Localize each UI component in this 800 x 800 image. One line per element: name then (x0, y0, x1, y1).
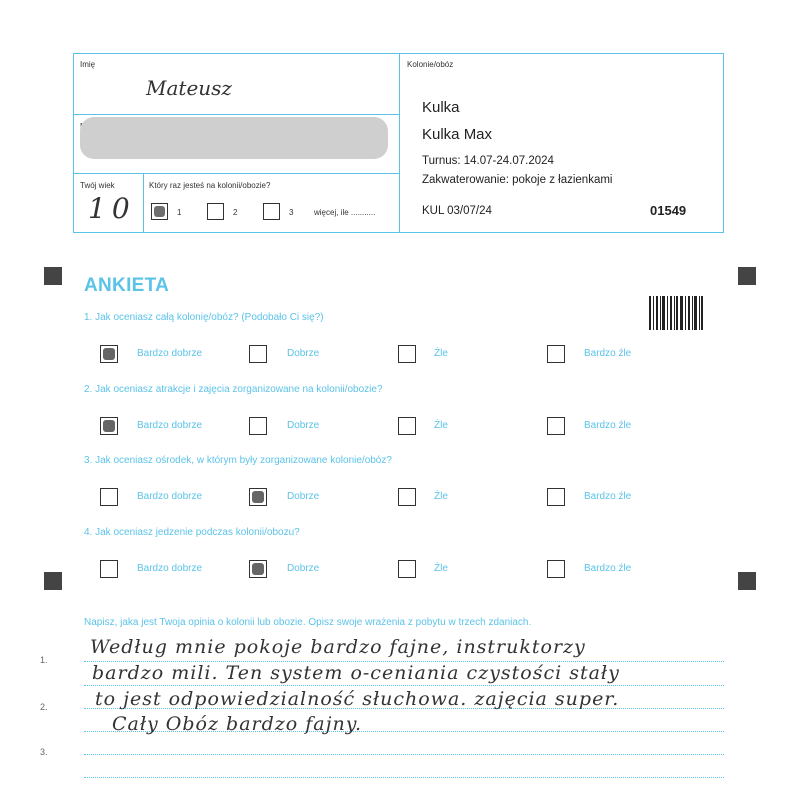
registration-marker-top-right (738, 267, 756, 285)
question-2-text: 2. Jak oceniasz atrakcje i zajęcia zorganizowane na kolonii/obozie? (84, 384, 383, 395)
question-1-option-4-label: Bardzo źle (584, 348, 632, 359)
registration-marker-mid-left (44, 572, 62, 590)
camp-code: KUL 03/07/24 (422, 205, 492, 217)
question-3-text: 3. Jak oceniasz ośrodek, w którym były zorganizowane kolonie/obóz? (84, 455, 392, 466)
header-divider-age-vertical (143, 173, 144, 232)
handwritten-line-2: bardzo mili. Ten system o-ceniania czystości stały (92, 662, 620, 684)
question-3-option-3-label: Źle (434, 491, 448, 502)
question-4-option-4-checkbox[interactable] (547, 560, 565, 578)
question-3-option-3-checkbox[interactable] (398, 488, 416, 506)
visit-option-1-checkbox (151, 203, 168, 220)
question-3-option-2-label: Dobrze (287, 491, 320, 502)
opinion-prompt: Napisz, jaka jest Twoja opinia o kolonii lub obozie. Opisz swoje wrażenia z pobytu w trzech zdaniach. (84, 617, 532, 628)
camp-name: Kulka (422, 99, 460, 116)
handwritten-line-4: Cały Obóz bardzo fajny. (112, 713, 362, 735)
registration-marker-mid-right (738, 572, 756, 590)
header-divider-vertical (399, 54, 400, 232)
form-number: 01549 (650, 203, 687, 218)
question-2-option-2-checkbox[interactable] (249, 417, 267, 435)
imie-label: Imię (80, 60, 96, 69)
question-1-option-2-label: Dobrze (287, 348, 320, 359)
handwritten-line-3: to jest odpowiedzialność słuchowa. zajęcia super. (95, 688, 620, 710)
question-4-option-1-label: Bardzo dobrze (137, 563, 203, 574)
barcode-icon (649, 296, 703, 330)
question-2-option-1-label: Bardzo dobrze (137, 420, 203, 431)
camp-sub: Kulka Max (422, 126, 493, 143)
question-2-option-3-label: Źle (434, 420, 448, 431)
question-2-option-4-checkbox[interactable] (547, 417, 565, 435)
visit-option-2-label: 2 (233, 208, 238, 217)
ktory-raz-label: Który raz jesteś na kolonii/obozie? (149, 181, 271, 190)
survey-title: ANKIETA (84, 275, 170, 296)
question-1-option-3-label: Źle (434, 348, 448, 359)
imie-value: Mateusz (146, 76, 232, 100)
wiek-label: Twój wiek (80, 181, 115, 190)
header-divider-name (74, 114, 399, 115)
question-4-option-2-label: Dobrze (287, 563, 320, 574)
visit-option-1-label: 1 (177, 208, 182, 217)
visit-option-3-checkbox (263, 203, 280, 220)
question-1-option-3-checkbox[interactable] (398, 345, 416, 363)
question-4-option-3-checkbox[interactable] (398, 560, 416, 578)
line-number-3: 3. (40, 747, 48, 757)
question-1-option-2-checkbox[interactable] (249, 345, 267, 363)
answer-line-1b (84, 685, 724, 686)
question-4-option-2-checkbox[interactable] (249, 560, 267, 578)
header-divider-age (74, 173, 399, 174)
question-1-option-1-label: Bardzo dobrze (137, 348, 203, 359)
zakwaterowanie: Zakwaterowanie: pokoje z łazienkami (422, 174, 613, 186)
visit-option-2-checkbox (207, 203, 224, 220)
answer-line-3 (84, 754, 724, 755)
handwritten-line-1: Według mnie pokoje bardzo fajne, instruktorzy (90, 636, 586, 658)
answer-line-3b (84, 777, 724, 778)
turnus: Turnus: 14.07-24.07.2024 (422, 155, 554, 167)
question-4-text: 4. Jak oceniasz jedzenie podczas kolonii/obozu? (84, 527, 300, 538)
registration-marker-top-left (44, 267, 62, 285)
question-2-option-4-label: Bardzo źle (584, 420, 632, 431)
wiecej-label: więcej, ile ........... (314, 208, 376, 217)
question-3-option-2-checkbox[interactable] (249, 488, 267, 506)
question-1-option-4-checkbox[interactable] (547, 345, 565, 363)
question-1-text: 1. Jak oceniasz całą kolonię/obóz? (Podobało Ci się?) (84, 312, 324, 323)
question-3-option-4-checkbox[interactable] (547, 488, 565, 506)
question-4-option-1-checkbox[interactable] (100, 560, 118, 578)
question-3-option-4-label: Bardzo źle (584, 491, 632, 502)
question-4-option-3-label: Źle (434, 563, 448, 574)
question-3-option-1-label: Bardzo dobrze (137, 491, 203, 502)
line-number-1: 1. (40, 655, 48, 665)
line-number-2: 2. (40, 702, 48, 712)
question-4-option-4-label: Bardzo źle (584, 563, 632, 574)
question-2-option-1-checkbox[interactable] (100, 417, 118, 435)
wiek-value: 10 (88, 192, 136, 225)
redacted-surname (80, 117, 388, 159)
question-3-option-1-checkbox[interactable] (100, 488, 118, 506)
question-1-option-1-checkbox[interactable] (100, 345, 118, 363)
visit-option-3-label: 3 (289, 208, 294, 217)
question-2-option-3-checkbox[interactable] (398, 417, 416, 435)
kolonie-label: Kolonie/obóz (407, 60, 454, 69)
question-2-option-2-label: Dobrze (287, 420, 320, 431)
